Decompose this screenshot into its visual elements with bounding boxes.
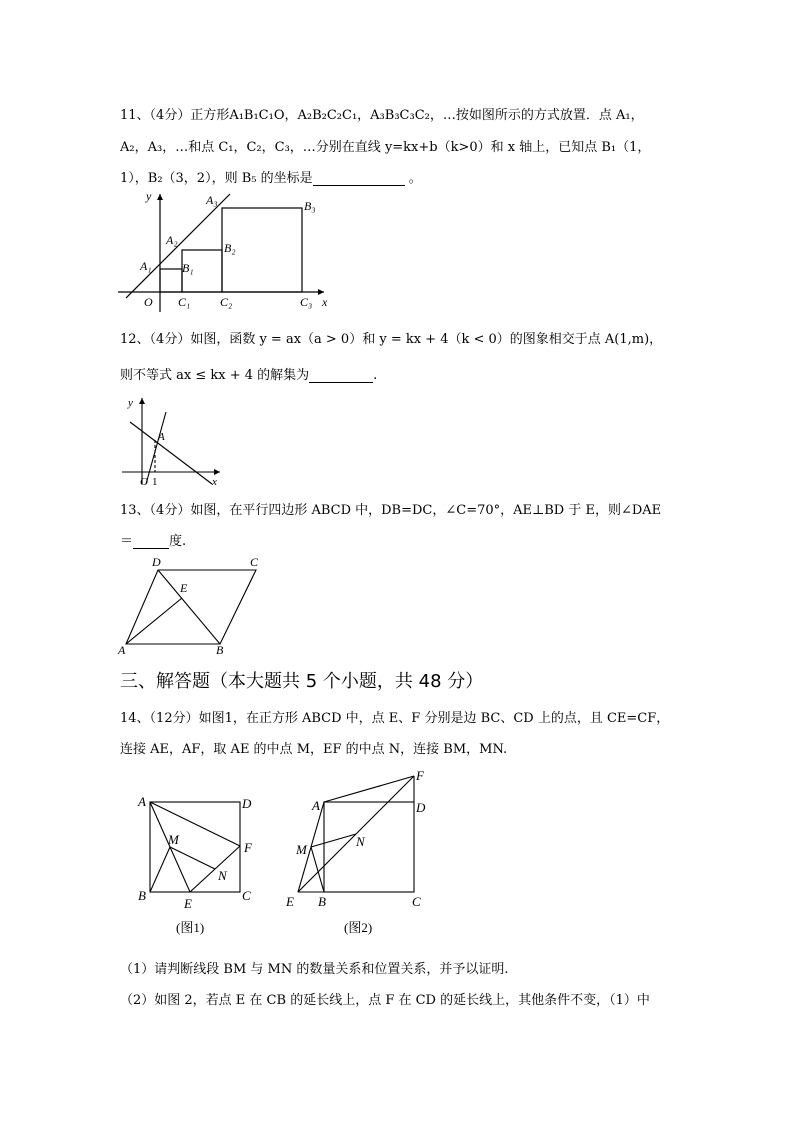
q14f2-label-C: C — [412, 894, 421, 909]
q14f1-caption: (图1) — [176, 920, 205, 935]
q14-part2: （2）如图 2，若点 E 在 CB 的延长线上，点 F 在 CD 的延长线上，其他条件不变，（1）中 — [120, 993, 650, 1008]
q13-line2 — [120, 530, 186, 549]
q13-label-A: A — [118, 643, 126, 656]
q12-answer-blank[interactable] — [309, 382, 373, 383]
q14f2-label-D: D — [416, 800, 426, 815]
q14f1-label-E: E — [184, 896, 192, 911]
q14f2-label-M: M — [296, 842, 307, 857]
q14-figure1 — [134, 788, 264, 940]
q14-figure2 — [284, 766, 434, 940]
q11-line3-text: 1），B₂（3，2），则 B₅ 的坐标是 — [120, 171, 313, 186]
q11-label-B1: B₁ — [182, 261, 194, 275]
q14-line2: 连接 AE，AF，取 AE 的中点 M，EF 的中点 N，连接 BM，MN. — [120, 742, 508, 757]
q12-label-A: A — [158, 431, 165, 443]
q12-figure — [118, 392, 228, 488]
q13-label-B: B — [216, 643, 224, 656]
q12-label-y: y — [128, 397, 133, 409]
q11-line2: A₂，A₃，…和点 C₁，C₂，C₃，…分别在直线 y=kx+b（k>0）和 x 轴上，已知点 B₁（1， — [120, 140, 651, 155]
q13-label-D: D — [152, 555, 161, 569]
q12-line2 — [120, 364, 377, 383]
q12-label-O: O — [140, 476, 148, 488]
q13-line1: 13、（4分）如图，在平行四边形 ABCD 中，DB=DC，∠C=70°，AE⊥BD 于 E，则∠DAE — [120, 503, 662, 518]
q11-label-A2: A₂ — [166, 233, 178, 247]
q11-label-A3: A₃ — [206, 193, 218, 207]
q14f2-label-F: F — [416, 768, 424, 783]
q14f2-label-B: B — [318, 894, 326, 909]
q13-answer-blank[interactable] — [133, 548, 169, 549]
q14f1-label-D: D — [242, 796, 252, 811]
q14f2-label-E: E — [286, 894, 294, 909]
q13-figure — [116, 552, 266, 656]
q11-label-y: y — [146, 189, 152, 203]
q12-label-1: 1 — [152, 476, 158, 488]
q14f2-caption: (图2) — [344, 920, 373, 935]
q11-figure — [118, 186, 338, 316]
q12-label-x: x — [212, 476, 217, 488]
q14f1-label-A: A — [138, 794, 146, 809]
q13-label-C: C — [250, 555, 259, 569]
q11-label-C1: C₁ — [178, 295, 191, 309]
q11-line3 — [120, 167, 422, 186]
q14f1-label-N: N — [218, 868, 227, 883]
q14f2-label-N: N — [356, 834, 365, 849]
q14f1-label-C: C — [242, 888, 251, 903]
q12-line2-text: 则不等式 ax ≤ kx + 4 的解集为 — [120, 368, 310, 383]
q11-label-A1: A₁ — [140, 259, 152, 273]
q14-part1: （1）请判断线段 BM 与 MN 的数量关系和位置关系，并予以证明. — [120, 962, 509, 977]
q14f2-label-A: A — [312, 798, 320, 813]
q11-label-B3: B₃ — [304, 199, 316, 213]
q11-label-C3: C₃ — [300, 295, 313, 309]
q11-label-O: O — [144, 295, 153, 309]
q14f1-label-F: F — [244, 840, 252, 855]
q13-line2-end: 度. — [169, 534, 187, 549]
q11-label-x: x — [322, 295, 328, 309]
q11-label-B2: B₂ — [224, 241, 236, 255]
q12-line1: 12、（4分）如图，函数 y = ax（a > 0）和 y = kx + 4（k < 0）的图象相交于点 A(1,m)， — [120, 332, 663, 347]
q12-line2-end: . — [373, 368, 378, 383]
q11-label-C2: C₂ — [220, 295, 233, 309]
q14f1-label-B: B — [138, 888, 146, 903]
q13-label-E: E — [180, 581, 188, 595]
q11-line3-end: 。 — [408, 171, 422, 186]
q14-line1: 14、（12分）如图1，在正方形 ABCD 中，点 E、F 分别是边 BC、CD 上的点，且 CE=CF， — [120, 711, 670, 726]
q11-line1: 11、（4分）正方形A₁B₁C₁O，A₂B₂C₂C₁，A₃B₃C₃C₂，…按如图所示的方式放置．点 A₁， — [120, 108, 644, 123]
q14f1-label-M: M — [168, 832, 179, 847]
section-heading: 三、解答题（本大题共 5 个小题，共 48 分） — [120, 671, 484, 692]
q13-line2-text: ＝ — [120, 534, 134, 549]
